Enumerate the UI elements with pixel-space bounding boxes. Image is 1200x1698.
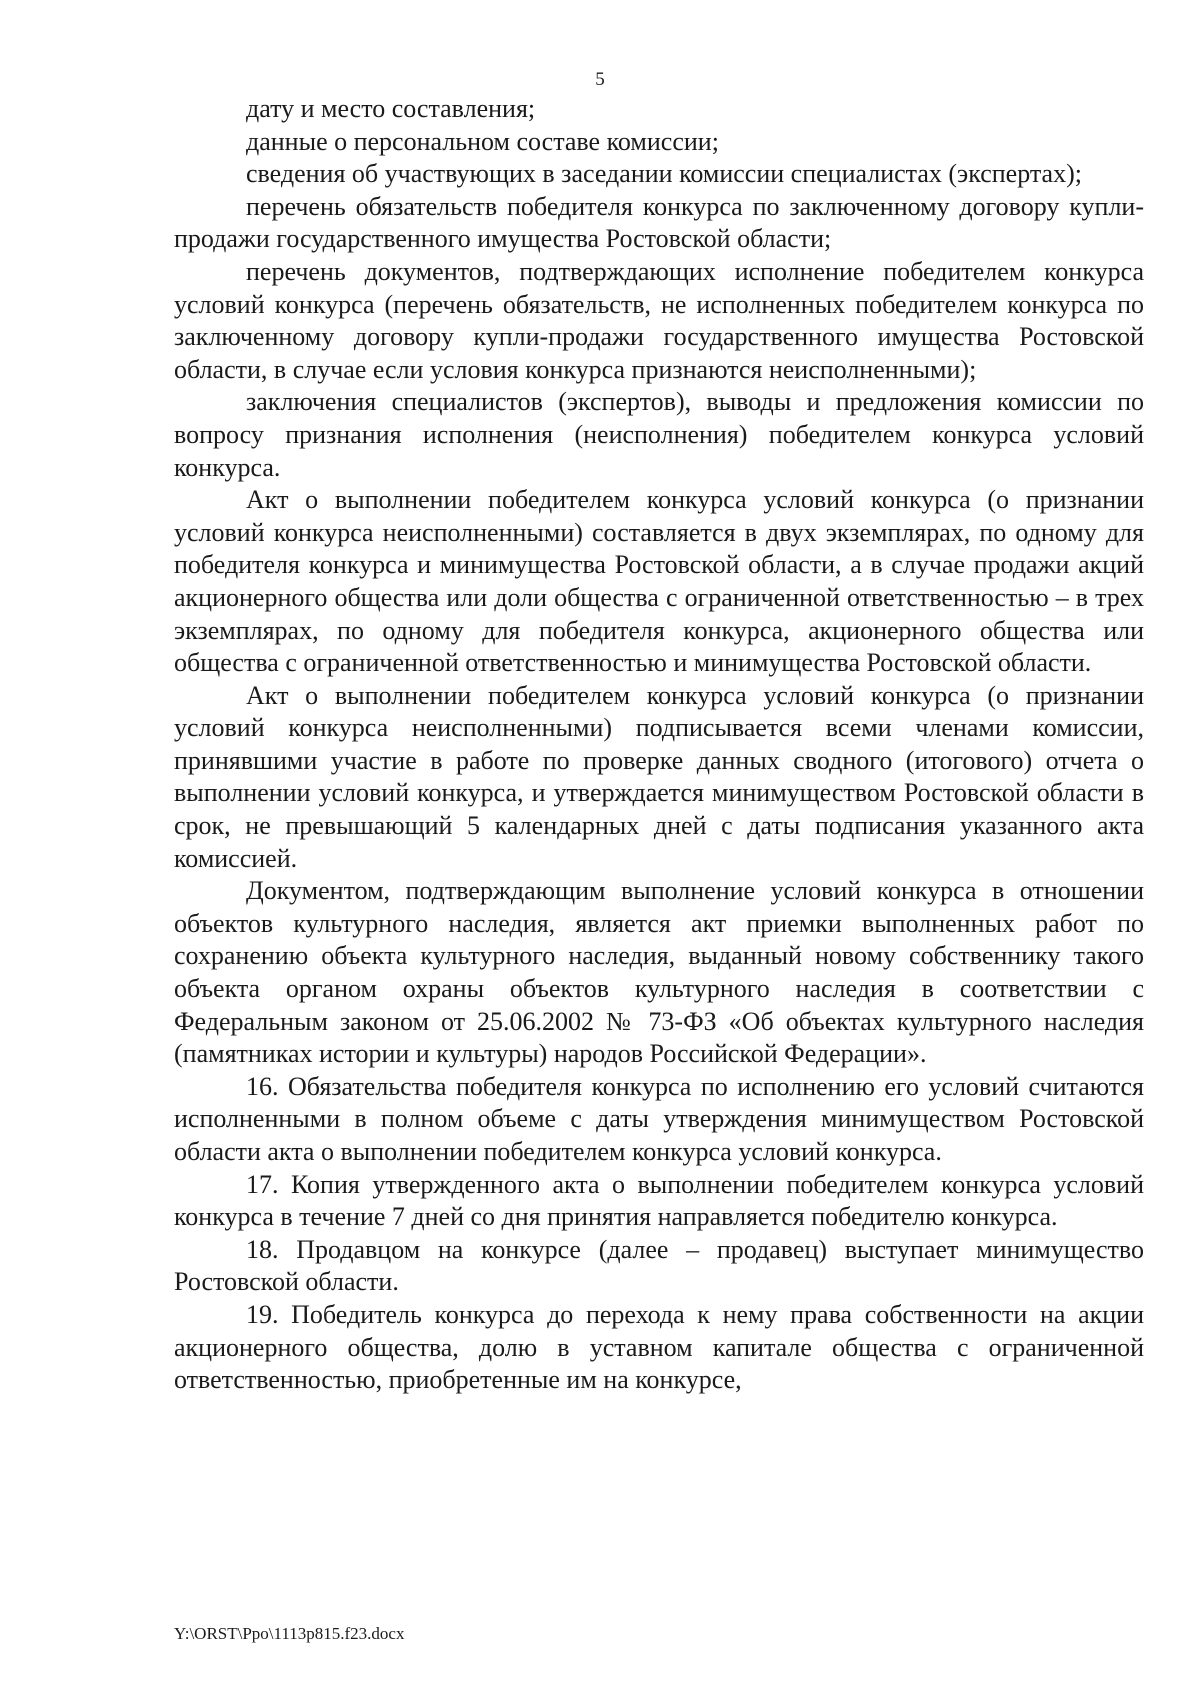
footer-file-path: Y:\ORST\Ppo\1113p815.f23.docx [174,1624,405,1643]
paragraph: 17. Копия утвержденного акта о выполнении победителем конкурса условий конкурса в течение 7 дней со дня принятия направляется победителю конкурса. [174,1169,1144,1232]
paragraph: данные о персональном составе комиссии; [246,126,719,156]
paragraph: 16. Обязательства победителя конкурса по исполнению его условий считаются исполненными в полном объеме с даты утверждения минимуществом Ростовской области акта о выполнении победителем конкурса условий конкурса. [174,1071,1144,1166]
paragraph: Акт о выполнении победителем конкурса условий конкурса (о признании условий конкурса неисполненными) подписывается всеми членами комиссии, принявшими участие в работе по проверке данных сводного (итогового) отчета о выполнении условий конкурса, и утверждается минимуществом Ростовской области в срок, не превышающий 5 календарных дней с даты подписания указанного акта комиссией. [174,680,1144,873]
paragraph: сведения об участвующих в заседании комиссии специалистах (экспертах); [246,159,1082,189]
paragraph: 18. Продавцом на конкурсе (далее – продавец) выступает минимущество Ростовской области. [174,1234,1144,1297]
page-number: 5 [595,69,605,90]
paragraph: Акт о выполнении победителем конкурса условий конкурса (о признании условий конкурса неисполненными) составляется в двух экземплярах, по одному для победителя конкурса и минимущества Ростовской области, а в случае продажи акций акционерного общества или доли общества с ограниченной ответственностью – в трех экземплярах, по одному для победителя конкурса, акционерного общества или общества с ограниченной ответственностью и минимущества Ростовской области. [174,485,1144,678]
paragraph: 19. Победитель конкурса до перехода к нему права собственности на акции акционерного общества, долю в уставном капитале общества с ограниченной ответственностью, приобретенные им на конкурсе, [174,1299,1144,1395]
paragraph: заключения специалистов (экспертов), выводы и предложения комиссии по вопросу признания исполнения (неисполнения) победителем конкурса условий конкурса. [174,387,1144,482]
paragraph: дату и место составления; [246,94,536,123]
paragraph: перечень документов, подтверждающих исполнение победителем конкурса условий конкурса (перечень обязательств, не исполненных победителем конкурса по заключенному договору купли-продажи государственного имущества Ростовской области, в случае если условия конкурса признаются неисполненными); [174,256,1144,384]
paragraph: перечень обязательств победителя конкурса по заключенному договору купли-продажи государственного имущества Ростовской области; [174,191,1144,254]
paragraph: Документом, подтверждающим выполнение условий конкурса в отношении объектов культурного наследия, является акт приемки выполненных работ по сохранению объекта культурного наследия, выданный новому собственнику такого объекта органом охраны объектов культурного наследия в соответствии с Федеральным законом от 25.06.2002 № 73-ФЗ «Об объектах культурного наследия (памятниках истории и культуры) народов Российской Федерации». [174,876,1144,1069]
document-body [174,93,1144,1397]
